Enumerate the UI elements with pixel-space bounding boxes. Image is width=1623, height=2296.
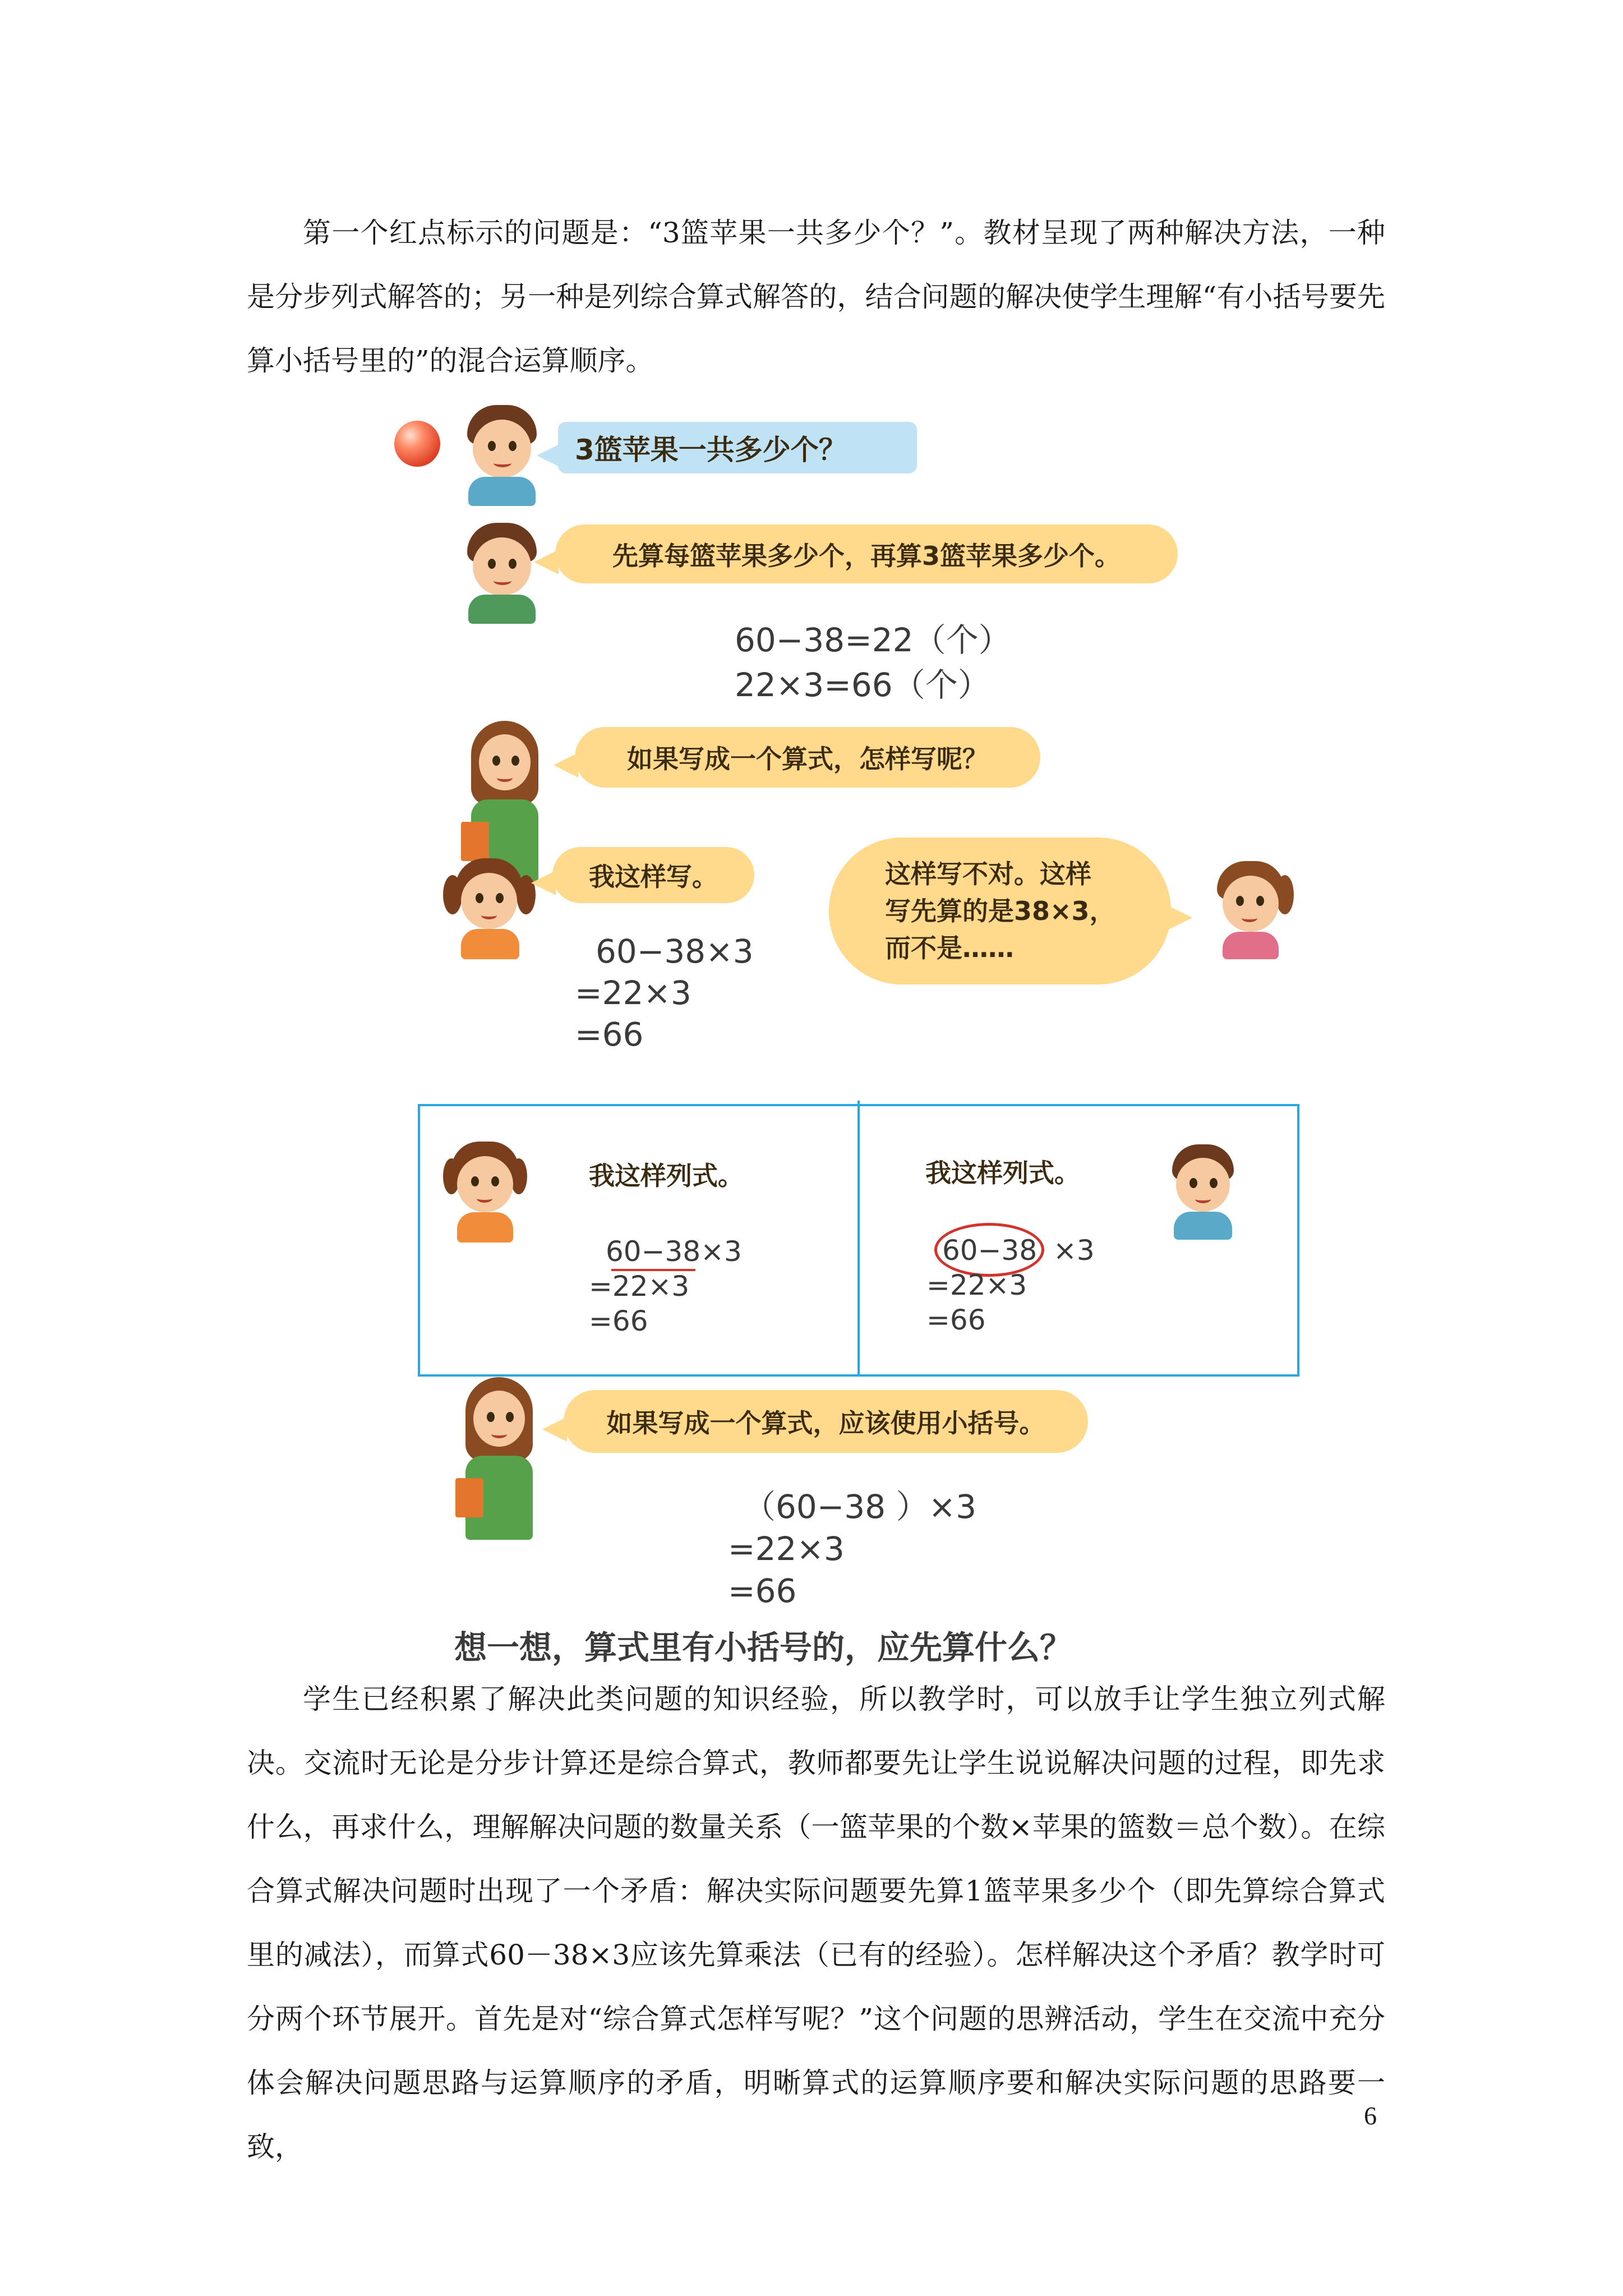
teacher-parentheses-bubble: 如果写成一个算式，应该使用小括号。 bbox=[564, 1390, 1088, 1453]
box-left-calc-2: =22×3 bbox=[589, 1270, 690, 1303]
girl2-bubble: 这样写不对。这样 写先算的是38×3， 而不是…… bbox=[829, 838, 1171, 984]
teacher-avatar-icon bbox=[460, 1377, 544, 1540]
step-equation-2: 22×3=66（个） bbox=[735, 666, 990, 704]
boy-avatar-icon bbox=[463, 523, 541, 624]
box-right-calc-main: 60−38 bbox=[942, 1234, 1038, 1267]
teacher-question-bubble: 如果写成一个算式，怎样写呢？ bbox=[575, 727, 1040, 788]
box-right-calc-3: =66 bbox=[926, 1304, 986, 1336]
girl-calc-line-1: 60−38×3 bbox=[596, 932, 754, 970]
boy-avatar-icon bbox=[1169, 1144, 1237, 1240]
girl-avatar-icon bbox=[443, 1142, 527, 1243]
girl-calc-line-2: =22×3 bbox=[575, 974, 691, 1012]
girl2-avatar-icon bbox=[1211, 861, 1295, 959]
page-number: 6 bbox=[1364, 2101, 1377, 2130]
box-left-calc-3: =66 bbox=[589, 1305, 648, 1337]
final-calc-line-1: （60−38 ）×3 bbox=[743, 1488, 977, 1526]
comparison-boxes bbox=[418, 1104, 1299, 1377]
girl-bubble: 我这样写。 bbox=[552, 847, 754, 903]
box-divider bbox=[857, 1101, 860, 1377]
final-calc-line-2: =22×3 bbox=[728, 1530, 845, 1568]
step-method-bubble: 先算每篮苹果多少个，再算3篮苹果多少个。 bbox=[555, 524, 1178, 583]
red-dot-marker-icon bbox=[394, 421, 440, 467]
final-calc-line-3: =66 bbox=[728, 1572, 797, 1610]
step-equation-1: 60−38=22（个） bbox=[735, 621, 1011, 659]
intro-paragraph: 第一个红点标示的问题是：“3篮苹果一共多少个？”。教材呈现了两种解决方法，一种是分步列式解答的；另一种是列综合算式解答的，结合问题的解决使学生理解“有小括号要先算小括号里的”的混合运算顺序。 bbox=[247, 217, 1385, 377]
girl-calc-line-3: =66 bbox=[575, 1015, 644, 1053]
girl-avatar-icon bbox=[443, 858, 536, 959]
question-bubble: 3篮苹果一共多少个？ bbox=[558, 422, 917, 473]
analysis-paragraph: 学生已经积累了解决此类问题的知识经验，所以教学时，可以放手让学生独立列式解决。交流时无论是分步计算还是综合算式，教师都要先让学生说说解决问题的过程，即先求什么，再求什么，理解解决问题的数量关系（一篮苹果的个数×苹果的篮数＝总个数）。在综合算式解决问题时出现了一个矛盾：解决实际问题要先算1篮苹果多少个（即先算综合算式里的减法），而算式60－38×3应该先算乘法（已有的经验）。怎样解决这个矛盾？教学时可分两个环节展开。首先是对“综合算式怎样写呢？”这个问题的思辨活动，学生在交流中充分体会解决问题思路与运算顺序的矛盾，明晰算式的运算顺序要和解决实际问题的思路要一致， bbox=[247, 1683, 1385, 2163]
box-right-label: 我这样列式。 bbox=[925, 1158, 1080, 1188]
think-question: 想一想，算式里有小括号的，应先算什么？ bbox=[454, 1628, 1073, 1667]
boy-avatar-icon bbox=[463, 405, 541, 506]
box-right-calc-rest: ×3 bbox=[1053, 1234, 1095, 1267]
box-right-calc-2: =22×3 bbox=[926, 1269, 1027, 1301]
box-left-label: 我这样列式。 bbox=[589, 1161, 744, 1191]
box-left-calc-1: 60−38×3 bbox=[606, 1235, 742, 1268]
